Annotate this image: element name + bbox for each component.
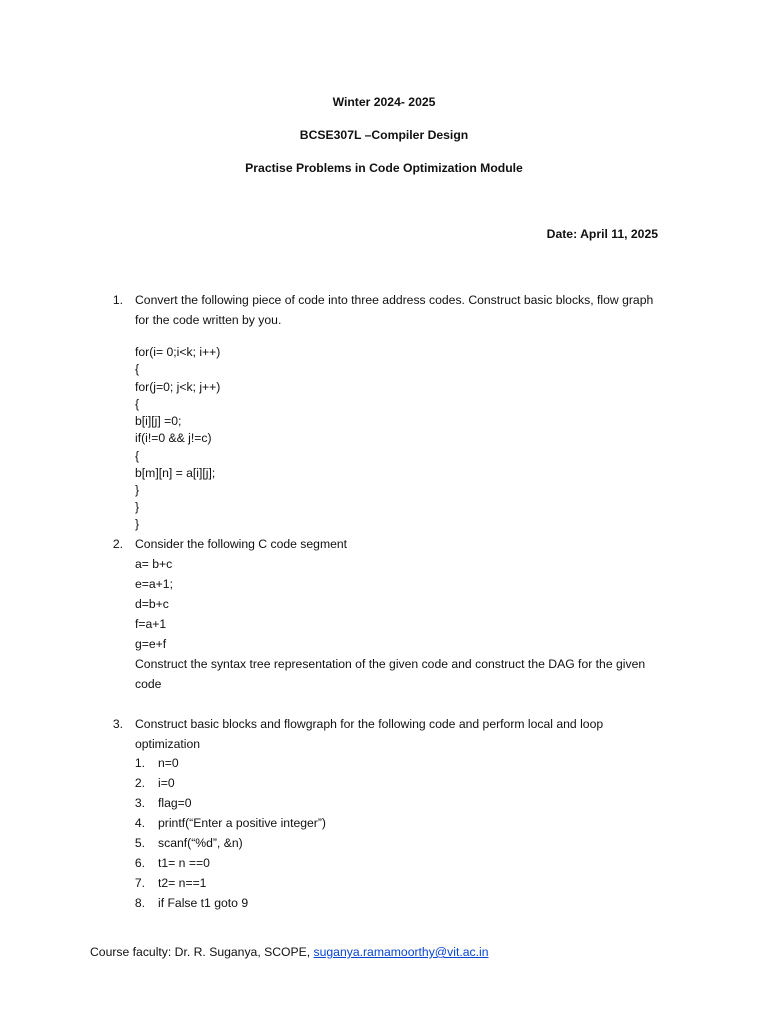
question-task: Construct the syntax tree representation of the given code and construct the DAG for the given: [135, 657, 646, 671]
code-line: if(i!=0 && j!=c): [135, 431, 212, 445]
code-line: }: [135, 517, 140, 531]
list-item-code: flag=0: [158, 796, 192, 810]
question-text: Consider the following C code segment: [135, 537, 348, 551]
list-item-number: 6.: [134, 856, 145, 870]
question-number: 1.: [112, 293, 123, 307]
faculty-credit: Course faculty: Dr. R. Suganya, SCOPE,: [90, 945, 314, 959]
list-item-code: i=0: [158, 776, 175, 790]
question-number: 2.: [112, 537, 123, 551]
list-item-code: t2= n==1: [158, 876, 207, 890]
code-line: {: [135, 362, 140, 376]
code-line: g=e+f: [135, 637, 167, 651]
code-line: }: [135, 500, 140, 514]
list-item-code: printf(“Enter a positive integer”): [158, 816, 326, 830]
list-item-code: n=0: [158, 756, 179, 770]
course-faculty-footer: [90, 945, 488, 959]
code-line: f=a+1: [135, 617, 167, 631]
term-heading: Winter 2024- 2025: [332, 95, 436, 109]
date-line: Date: April 11, 2025: [546, 227, 658, 241]
code-line: for(j=0; j<k; j++): [135, 380, 221, 394]
question-text: Construct basic blocks and flowgraph for the following code and perform local and loop: [135, 717, 604, 731]
list-item-number: 5.: [134, 836, 145, 850]
list-item-code: t1= n ==0: [158, 856, 210, 870]
course-heading: BCSE307L –Compiler Design: [299, 128, 469, 142]
code-line: d=b+c: [135, 597, 169, 611]
question-text: Convert the following piece of code into three address codes. Construct basic blocks, flow graph: [135, 293, 654, 307]
code-line: for(i= 0;i<k; i++): [135, 345, 221, 359]
question-text: for the code written by you.: [135, 313, 282, 327]
code-line: {: [135, 397, 140, 411]
code-line: b[i][j] =0;: [135, 414, 182, 428]
list-item-number: 8.: [134, 896, 145, 910]
list-item-number: 3.: [134, 796, 145, 810]
code-line: a= b+c: [135, 557, 173, 571]
code-line: }: [135, 483, 140, 497]
question-number: 3.: [112, 717, 123, 731]
list-item-number: 7.: [134, 876, 145, 890]
code-line: b[m][n] = a[i][j];: [135, 466, 216, 480]
code-line: {: [135, 449, 140, 463]
document-title: Practise Problems in Code Optimization Module: [245, 161, 523, 175]
question-text: optimization: [135, 737, 201, 751]
list-item-number: 2.: [134, 776, 145, 790]
faculty-email-link[interactable]: suganya.ramamoorthy@vit.ac.in: [313, 945, 489, 959]
question-task: code: [135, 677, 162, 691]
list-item-code: scanf(“%d”, &n): [158, 836, 243, 850]
list-item-number: 1.: [134, 756, 145, 770]
list-item-number: 4.: [134, 816, 145, 830]
code-line: e=a+1;: [135, 577, 173, 591]
list-item-code: if False t1 goto 9: [158, 896, 249, 910]
